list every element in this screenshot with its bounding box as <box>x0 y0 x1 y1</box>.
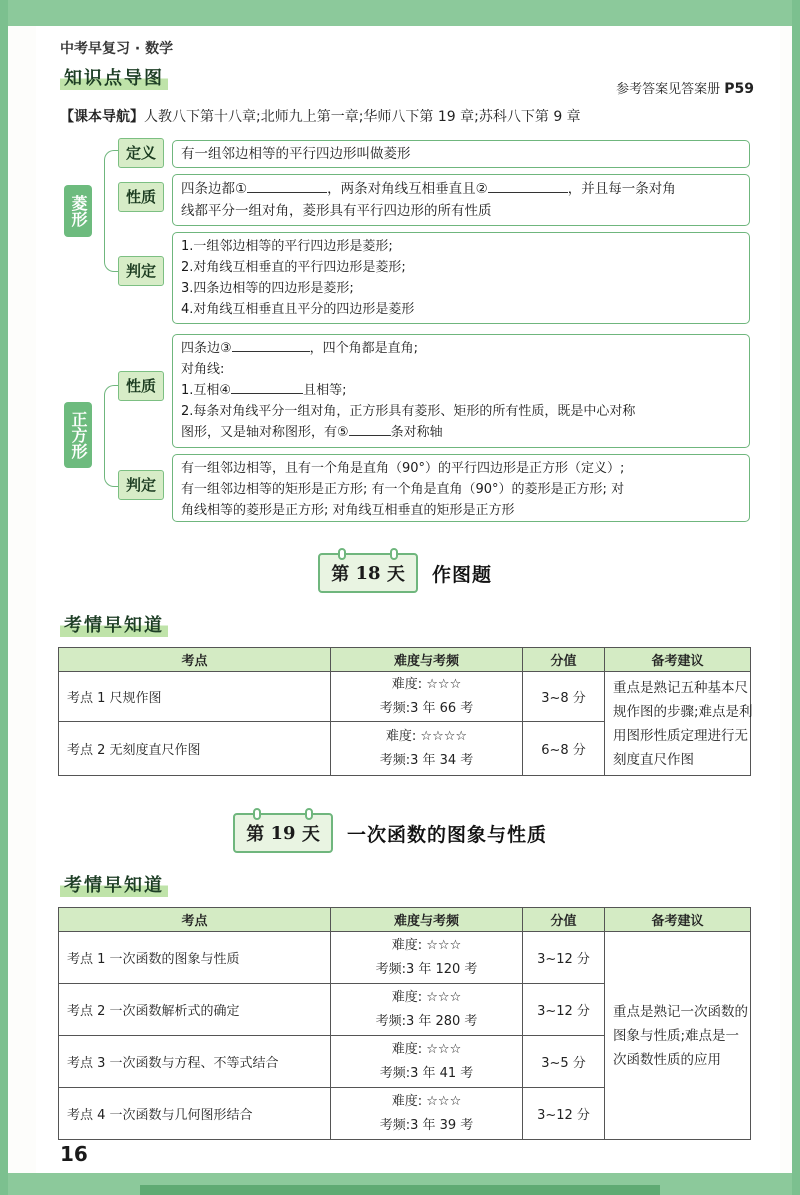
day-18-badge <box>318 553 418 593</box>
row-point: 考点 2 无刻度直尺作图 <box>59 722 331 776</box>
row-difficulty <box>331 932 523 984</box>
row-advice <box>605 932 751 1140</box>
day-18-title: 作图题 <box>432 563 493 586</box>
square-bracket <box>104 385 118 487</box>
row-score: 3~12 分 <box>523 932 605 984</box>
table-header-row <box>59 648 751 672</box>
header-point: 考点 <box>59 648 331 672</box>
square-prop-5b: 条对称轴 <box>390 425 443 440</box>
frequency: 考频:3 年 34 考 <box>379 752 474 768</box>
page-number: 16 <box>60 1142 88 1166</box>
header-advice: 备考建议 <box>605 908 751 932</box>
day-19-suffix: 天 <box>301 824 320 845</box>
blank-5[interactable] <box>349 422 391 436</box>
answer-reference-text: 参考答案见答案册 <box>616 82 721 97</box>
row-difficulty <box>331 1088 523 1140</box>
day-19-number: 19 <box>270 822 296 844</box>
advice-line: 重点是熟记一次函数的 <box>613 1003 748 1020</box>
advice-line: 图象与性质;难点是一 <box>613 1027 740 1044</box>
header-point: 考点 <box>59 908 331 932</box>
square-tag-label: 正方形 <box>69 411 88 459</box>
course-navigation <box>60 106 581 126</box>
blank-3[interactable] <box>232 338 310 352</box>
day-18-prefix: 第 <box>331 564 350 585</box>
rhombus-definition-label: 定义 <box>118 138 164 168</box>
answer-reference <box>616 78 754 97</box>
advice-line: 规作图的步骤;难点是利 <box>613 703 753 720</box>
advice-line: 次函数性质的应用 <box>613 1051 721 1068</box>
row-score: 3~12 分 <box>523 1088 605 1140</box>
header-score: 分值 <box>523 648 605 672</box>
square-judgment-2: 有一组邻边相等的矩形是正方形; 有一个角是直角（90°）的菱形是正方形; 对 <box>181 482 625 497</box>
day-18-section-title: 考情早知道 <box>60 611 168 637</box>
difficulty-stars: 难度: ☆☆☆ <box>391 937 462 953</box>
rhombus-bracket <box>104 150 118 272</box>
rhombus-prop-c: ，并且每一条对角 <box>567 181 676 197</box>
blank-1[interactable] <box>247 179 327 193</box>
row-difficulty <box>331 722 523 776</box>
rhombus-judgment-label: 判定 <box>118 256 164 286</box>
row-point: 考点 3 一次函数与方程、不等式结合 <box>59 1036 331 1088</box>
knowledge-map-title: 知识点导图 <box>60 64 168 90</box>
square-property-label: 性质 <box>118 371 164 401</box>
day-19-badge <box>233 813 333 853</box>
row-difficulty <box>331 672 523 722</box>
square-prop-3a: 1.互相④ <box>181 383 232 398</box>
day-18-exam-table <box>58 647 751 776</box>
advice-line: 用图形性质定理进行无 <box>613 727 748 744</box>
advice-line: 重点是熟记五种基本尺 <box>613 679 748 696</box>
binder-ring-icon <box>253 808 261 820</box>
day-19-banner <box>233 813 547 853</box>
rhombus-prop-a: 四条边都① <box>181 181 248 197</box>
rhombus-prop-b: ，两条对角线互相垂直且② <box>327 181 488 197</box>
row-score: 3~8 分 <box>523 672 605 722</box>
rhombus-judgment-4: 4.对角线互相垂直且平分的四边形是菱形 <box>181 302 415 317</box>
day-19-exam-table <box>58 907 751 1140</box>
difficulty-stars: 难度: ☆☆☆ <box>391 1041 462 1057</box>
table-row <box>59 672 751 722</box>
rhombus-definition-box <box>172 140 750 168</box>
course-nav-text: 人教八下第十八章;北师九上第一章;华师八下第 19 章;苏科八下第 9 章 <box>144 109 581 125</box>
difficulty-stars: 难度: ☆☆☆☆ <box>385 728 468 744</box>
blank-4[interactable] <box>231 380 303 394</box>
table-header-row <box>59 908 751 932</box>
table-row <box>59 932 751 984</box>
square-prop-4: 2.每条对角线平分一组对角，正方形具有菱形、矩形的所有性质，既是中心对称 <box>181 404 636 419</box>
bottom-decoration-inner <box>140 1185 660 1195</box>
rhombus-judgment-3: 3.四条边相等的四边形是菱形; <box>181 281 354 296</box>
row-difficulty <box>331 984 523 1036</box>
course-nav-label: 【课本导航】 <box>60 109 144 125</box>
frequency: 考频:3 年 41 考 <box>379 1065 474 1081</box>
square-property-box <box>172 334 750 448</box>
day-19-section-title: 考情早知道 <box>60 871 168 897</box>
row-score: 3~5 分 <box>523 1036 605 1088</box>
rhombus-property-box <box>172 174 750 226</box>
rhombus-tag-label: 菱形 <box>69 195 88 227</box>
row-difficulty <box>331 1036 523 1088</box>
answer-reference-page: P59 <box>724 81 754 97</box>
header-score: 分值 <box>523 908 605 932</box>
day-19-title: 一次函数的图象与性质 <box>347 823 548 846</box>
top-decoration <box>0 0 800 26</box>
binder-ring-icon <box>338 548 346 560</box>
header-difficulty: 难度与考频 <box>331 908 523 932</box>
header-advice: 备考建议 <box>605 648 751 672</box>
row-score: 3~12 分 <box>523 984 605 1036</box>
difficulty-stars: 难度: ☆☆☆ <box>391 1093 462 1109</box>
square-prop-1b: ，四个角都是直角; <box>309 341 419 356</box>
advice-line: 刻度直尺作图 <box>613 751 694 768</box>
square-tag <box>64 402 92 468</box>
day-18-suffix: 天 <box>386 564 405 585</box>
square-prop-3b: 且相等; <box>303 383 347 398</box>
binder-ring-icon <box>390 548 398 560</box>
frequency: 考频:3 年 280 考 <box>375 1013 478 1029</box>
square-prop-2: 对角线: <box>181 362 225 377</box>
square-judgment-3: 角线相等的菱形是正方形; 对角线互相垂直的矩形是正方形 <box>181 503 515 518</box>
difficulty-stars: 难度: ☆☆☆ <box>391 989 462 1005</box>
square-judgment-1: 有一组邻边相等，且有一个角是直角（90°）的平行四边形是正方形（定义）; <box>181 461 625 476</box>
frequency: 考频:3 年 39 考 <box>379 1117 474 1133</box>
day-18-number: 18 <box>355 562 381 584</box>
header-difficulty: 难度与考频 <box>331 648 523 672</box>
running-head: 中考早复习 · 数学 <box>60 41 174 57</box>
row-point: 考点 1 一次函数的图象与性质 <box>59 932 331 984</box>
row-point: 考点 1 尺规作图 <box>59 672 331 722</box>
rhombus-definition: 有一组邻边相等的平行四边形叫做菱形 <box>181 146 411 162</box>
square-judgment-box <box>172 454 750 522</box>
row-score: 6~8 分 <box>523 722 605 776</box>
rhombus-judgment-2: 2.对角线互相垂直的平行四边形是菱形; <box>181 260 406 275</box>
square-judgment-label: 判定 <box>118 470 164 500</box>
row-point: 考点 2 一次函数解析式的确定 <box>59 984 331 1036</box>
rhombus-prop-d: 线都平分一组对角，菱形具有平行四边形的所有性质 <box>181 203 492 219</box>
row-point: 考点 4 一次函数与几何图形结合 <box>59 1088 331 1140</box>
rhombus-property-label: 性质 <box>118 182 164 212</box>
rhombus-tag <box>64 185 92 237</box>
blank-2[interactable] <box>488 179 568 193</box>
day-18-banner <box>318 553 492 593</box>
rhombus-judgment-box <box>172 232 750 324</box>
difficulty-stars: 难度: ☆☆☆ <box>391 676 462 692</box>
rhombus-judgment-1: 1.一组邻边相等的平行四边形是菱形; <box>181 239 393 254</box>
day-19-prefix: 第 <box>246 824 265 845</box>
binder-ring-icon <box>305 808 313 820</box>
row-advice <box>605 672 751 776</box>
frequency: 考频:3 年 120 考 <box>375 961 478 977</box>
square-prop-5a: 图形，又是轴对称图形，有⑤ <box>181 425 349 440</box>
square-prop-1a: 四条边③ <box>181 341 232 356</box>
frequency: 考频:3 年 66 考 <box>379 700 474 716</box>
